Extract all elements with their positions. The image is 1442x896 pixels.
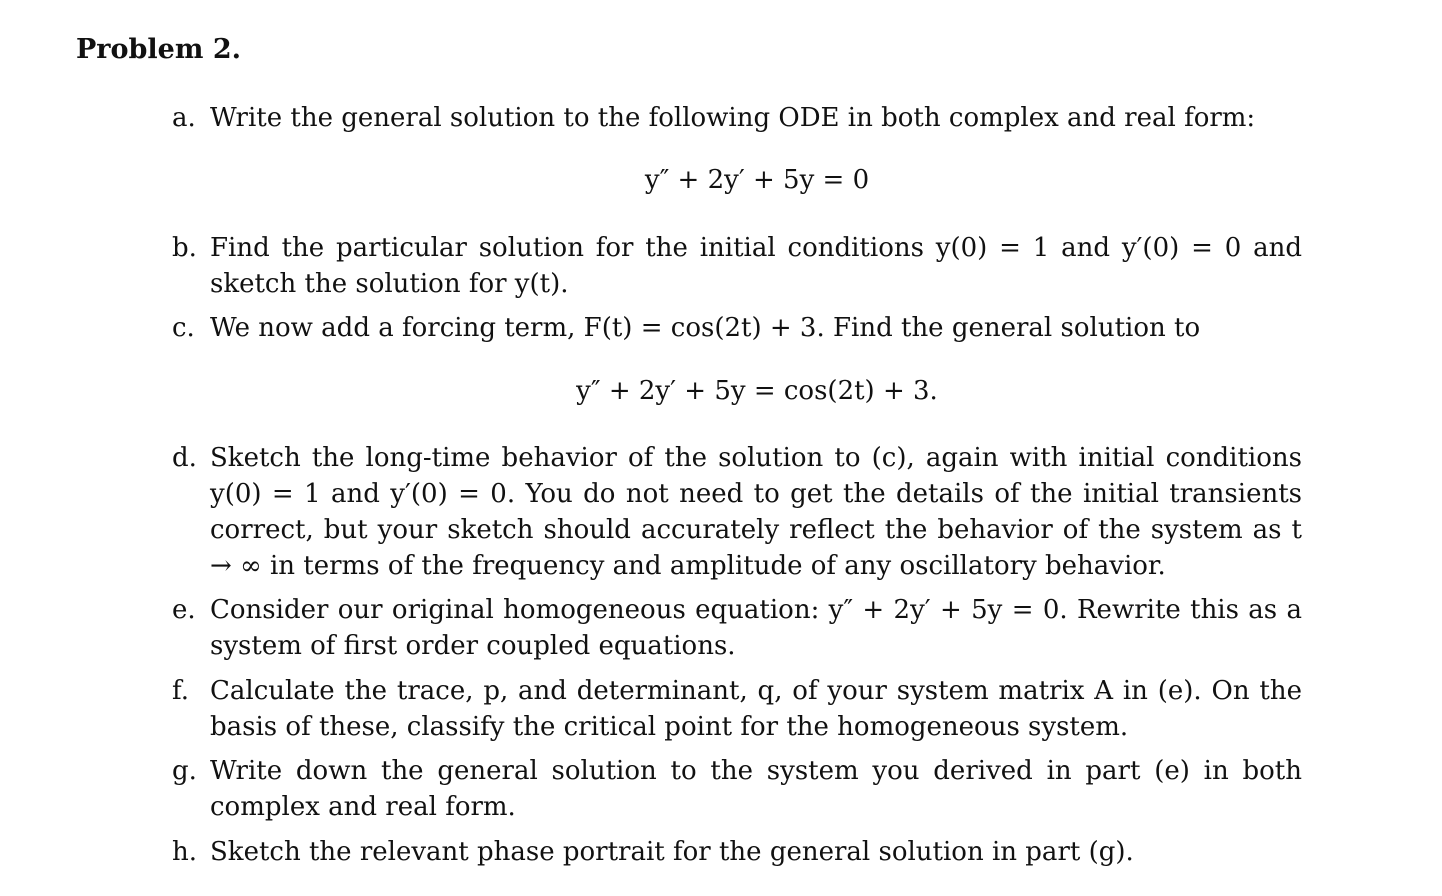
part-a-label: a. [172, 103, 196, 133]
part-b [172, 230, 1302, 302]
part-c [172, 310, 1302, 346]
part-e [172, 592, 1302, 664]
part-g-text: Write down the general solution to the system you derived in part (e) in both complex and real form. [210, 756, 1302, 822]
part-e-text: Consider our original homogeneous equation: y″ + 2y′ + 5y = 0. Rewrite this as a system of first order coupled equations. [210, 595, 1302, 661]
part-a-equation: y″ + 2y′ + 5y = 0 [644, 165, 870, 195]
part-f-text: Calculate the trace, p, and determinant, q, of your system matrix A in (e). On the basis of these, classify the critical point for the homogeneous system. [210, 676, 1302, 742]
part-c-label: c. [172, 313, 195, 343]
part-c-text: We now add a forcing term, F(t) = cos(2t) + 3. Find the general solution to [210, 313, 1201, 343]
part-g [172, 753, 1302, 825]
part-d [172, 440, 1302, 584]
part-a [172, 100, 1302, 136]
part-a-text: Write the general solution to the following ODE in both complex and real form: [210, 103, 1256, 133]
part-h-text: Sketch the relevant phase portrait for the general solution in part (g). [210, 837, 1134, 867]
part-h-label: h. [172, 837, 198, 867]
part-f [172, 673, 1302, 745]
part-c-equation: y″ + 2y′ + 5y = cos(2t) + 3. [576, 376, 938, 406]
part-e-label: e. [172, 595, 196, 625]
part-f-label: f. [172, 676, 189, 706]
part-b-text: Find the particular solution for the initial conditions y(0) = 1 and y′(0) = 0 and sketch the solution for y(t). [210, 233, 1302, 299]
problem-title: Problem 2. [76, 34, 242, 65]
part-h [172, 834, 1302, 870]
part-d-label: d. [172, 443, 197, 473]
part-g-label: g. [172, 756, 197, 786]
part-d-text: Sketch the long-time behavior of the solution to (c), again with initial conditions y(0) = 1 and y′(0) = 0. You do not need to get the details of the initial transients correct, but your sketch should accurately reflect the behavior of the system as t → ∞ in terms of the frequency and amplitude of any oscillatory behavior. [210, 443, 1302, 581]
part-b-label: b. [172, 233, 197, 263]
